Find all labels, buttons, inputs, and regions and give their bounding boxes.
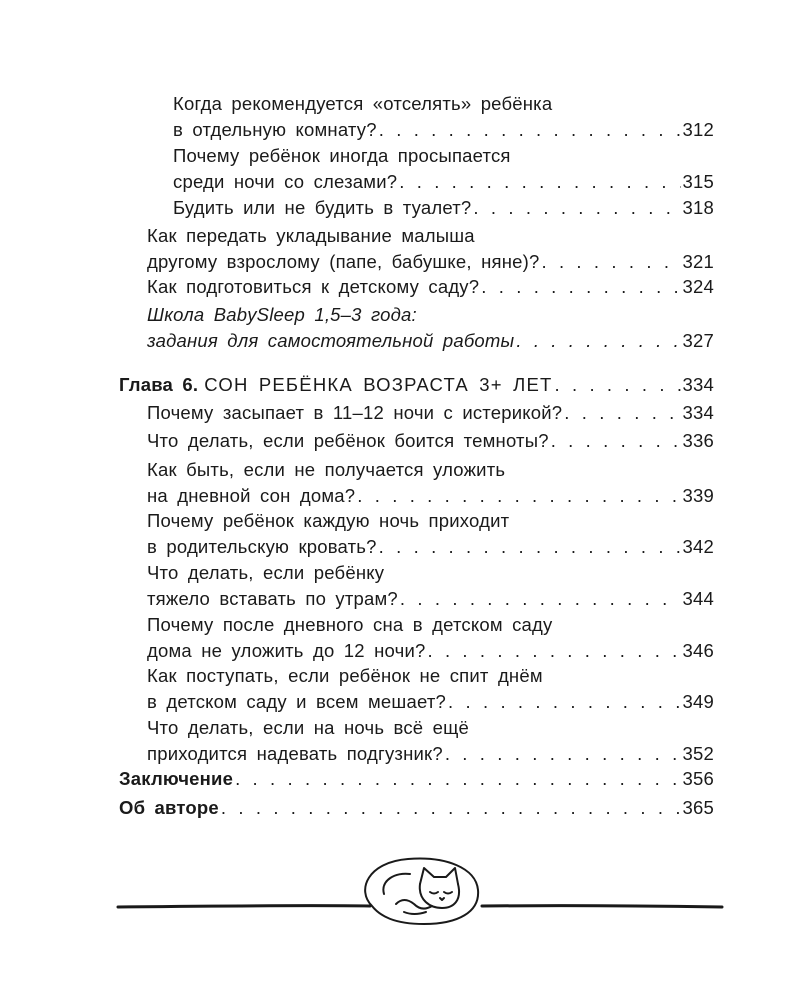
toc-entry-move-to-own-room[interactable] <box>173 91 714 143</box>
toc-entry-hand-over-bedtime[interactable] <box>147 223 714 275</box>
dot-leader <box>427 638 680 664</box>
page-number: 339 <box>682 485 714 506</box>
toc-entry-title: дома не уложить до 12 ночи? <box>147 640 426 661</box>
toc-entry-title: Как поступать, если ребёнок не спит днём <box>147 665 543 686</box>
page-number: 318 <box>682 197 714 218</box>
toc-entry-title: на дневной сон дома? <box>147 485 356 506</box>
toc-chapter-6[interactable] <box>119 372 714 398</box>
dot-leader <box>541 249 680 275</box>
toc-entry-title: другому взрослому (папе, бабушке, няне)? <box>147 251 540 272</box>
toc-entry-about-author[interactable] <box>119 795 714 821</box>
toc-entry-title: Когда рекомендуется «отселять» ребёнка <box>173 93 553 114</box>
dot-leader <box>379 117 681 143</box>
toc-entry-title: среди ночи со слезами? <box>173 171 398 192</box>
page-number: 342 <box>682 536 714 557</box>
toc-entry-title: приходится надевать подгузник? <box>147 743 443 764</box>
page-number: 365 <box>682 797 714 818</box>
toc-entry-title: Будить или не будить в туалет? <box>173 197 472 218</box>
toc-entry-title: тяжело вставать по утрам? <box>147 588 398 609</box>
dot-leader <box>379 534 681 560</box>
toc-entry-fear-of-dark[interactable] <box>147 428 714 454</box>
toc-entry-title: Почему после дневного сна в детском саду <box>147 614 553 635</box>
dot-leader <box>551 428 681 454</box>
dot-leader <box>554 372 680 398</box>
toc-entry-title: задания для самостоятельной работы <box>147 330 515 351</box>
toc-entry-night-tears[interactable] <box>173 143 714 195</box>
page-number: 346 <box>682 640 714 661</box>
dot-leader <box>221 795 681 821</box>
toc-entry-day-nap-at-home[interactable] <box>147 457 714 509</box>
dot-leader <box>235 766 680 792</box>
page-number: 349 <box>682 691 714 712</box>
dot-leader <box>357 483 680 509</box>
toc-entry-parents-bed[interactable] <box>147 508 714 560</box>
page-number: 352 <box>682 743 714 764</box>
chapter-number: Глава 6. <box>119 374 199 395</box>
toc-entry-title: в детском саду и всем мешает? <box>147 691 446 712</box>
page-number: 334 <box>682 374 714 395</box>
divider-line-right <box>482 906 722 907</box>
chapter-title: СОН РЕБЁНКА ВОЗРАСТА 3+ ЛЕТ <box>204 374 553 395</box>
toc-entry-morning-wake[interactable] <box>147 560 714 612</box>
page-number: 336 <box>682 430 714 451</box>
toc-entry-title: Об авторе <box>119 797 219 818</box>
toc-entry-title: в отдельную комнату? <box>173 119 377 140</box>
page-number: 321 <box>682 251 714 272</box>
toc-entry-conclusion[interactable] <box>119 766 714 792</box>
page-number: 334 <box>682 402 714 423</box>
toc-entry-kindergarten-prep[interactable] <box>147 274 714 300</box>
toc-entry-title: в родительскую кровать? <box>147 536 377 557</box>
page-number: 356 <box>682 768 714 789</box>
dot-leader <box>481 274 680 300</box>
toc-entry-school-babysleep[interactable] <box>147 302 714 354</box>
toc-entry-title: Заключение <box>119 768 234 789</box>
divider-line-left <box>118 906 370 907</box>
dot-leader <box>445 741 681 767</box>
page-number: 344 <box>682 588 714 609</box>
toc-entry-title: Как подготовиться к детскому саду? <box>147 276 480 297</box>
toc-entry-toilet-wake[interactable] <box>173 195 714 221</box>
dot-leader <box>400 586 681 612</box>
dot-leader <box>448 689 681 715</box>
toc-entry-title: Что делать, если на ночь всё ещё <box>147 717 470 738</box>
toc-entry-title: Почему ребёнок каждую ночь приходит <box>147 510 510 531</box>
toc-entry-diaper-at-night[interactable] <box>147 715 714 767</box>
dot-leader <box>564 400 680 426</box>
footer-decoration <box>0 850 800 930</box>
toc-entry-title: Что делать, если ребёнку <box>147 562 385 583</box>
toc-entry-title: Школа BabySleep 1,5–3 года: <box>147 304 417 325</box>
toc-entry-title: Почему ребёнок иногда просыпается <box>173 145 511 166</box>
toc-entry-kindergarten-nap[interactable] <box>147 612 714 664</box>
toc-entry-title: Почему засыпает в 11–12 ночи с истерикой? <box>147 402 563 423</box>
page-number: 327 <box>682 330 714 351</box>
toc-entry-title: Что делать, если ребёнок боится темноты? <box>147 430 549 451</box>
dot-leader <box>399 169 680 195</box>
toc-entry-title: Как передать укладывание малыша <box>147 225 475 246</box>
toc-entry-hysteria-at-night[interactable] <box>147 400 714 426</box>
page-number: 324 <box>682 276 714 297</box>
sleeping-cat-icon <box>365 859 478 924</box>
dot-leader <box>473 195 680 221</box>
dot-leader <box>516 328 680 354</box>
toc-entry-title: Как быть, если не получается уложить <box>147 459 506 480</box>
toc-entry-no-day-sleep[interactable] <box>147 663 714 715</box>
page-number: 315 <box>682 171 714 192</box>
page-number: 312 <box>682 119 714 140</box>
